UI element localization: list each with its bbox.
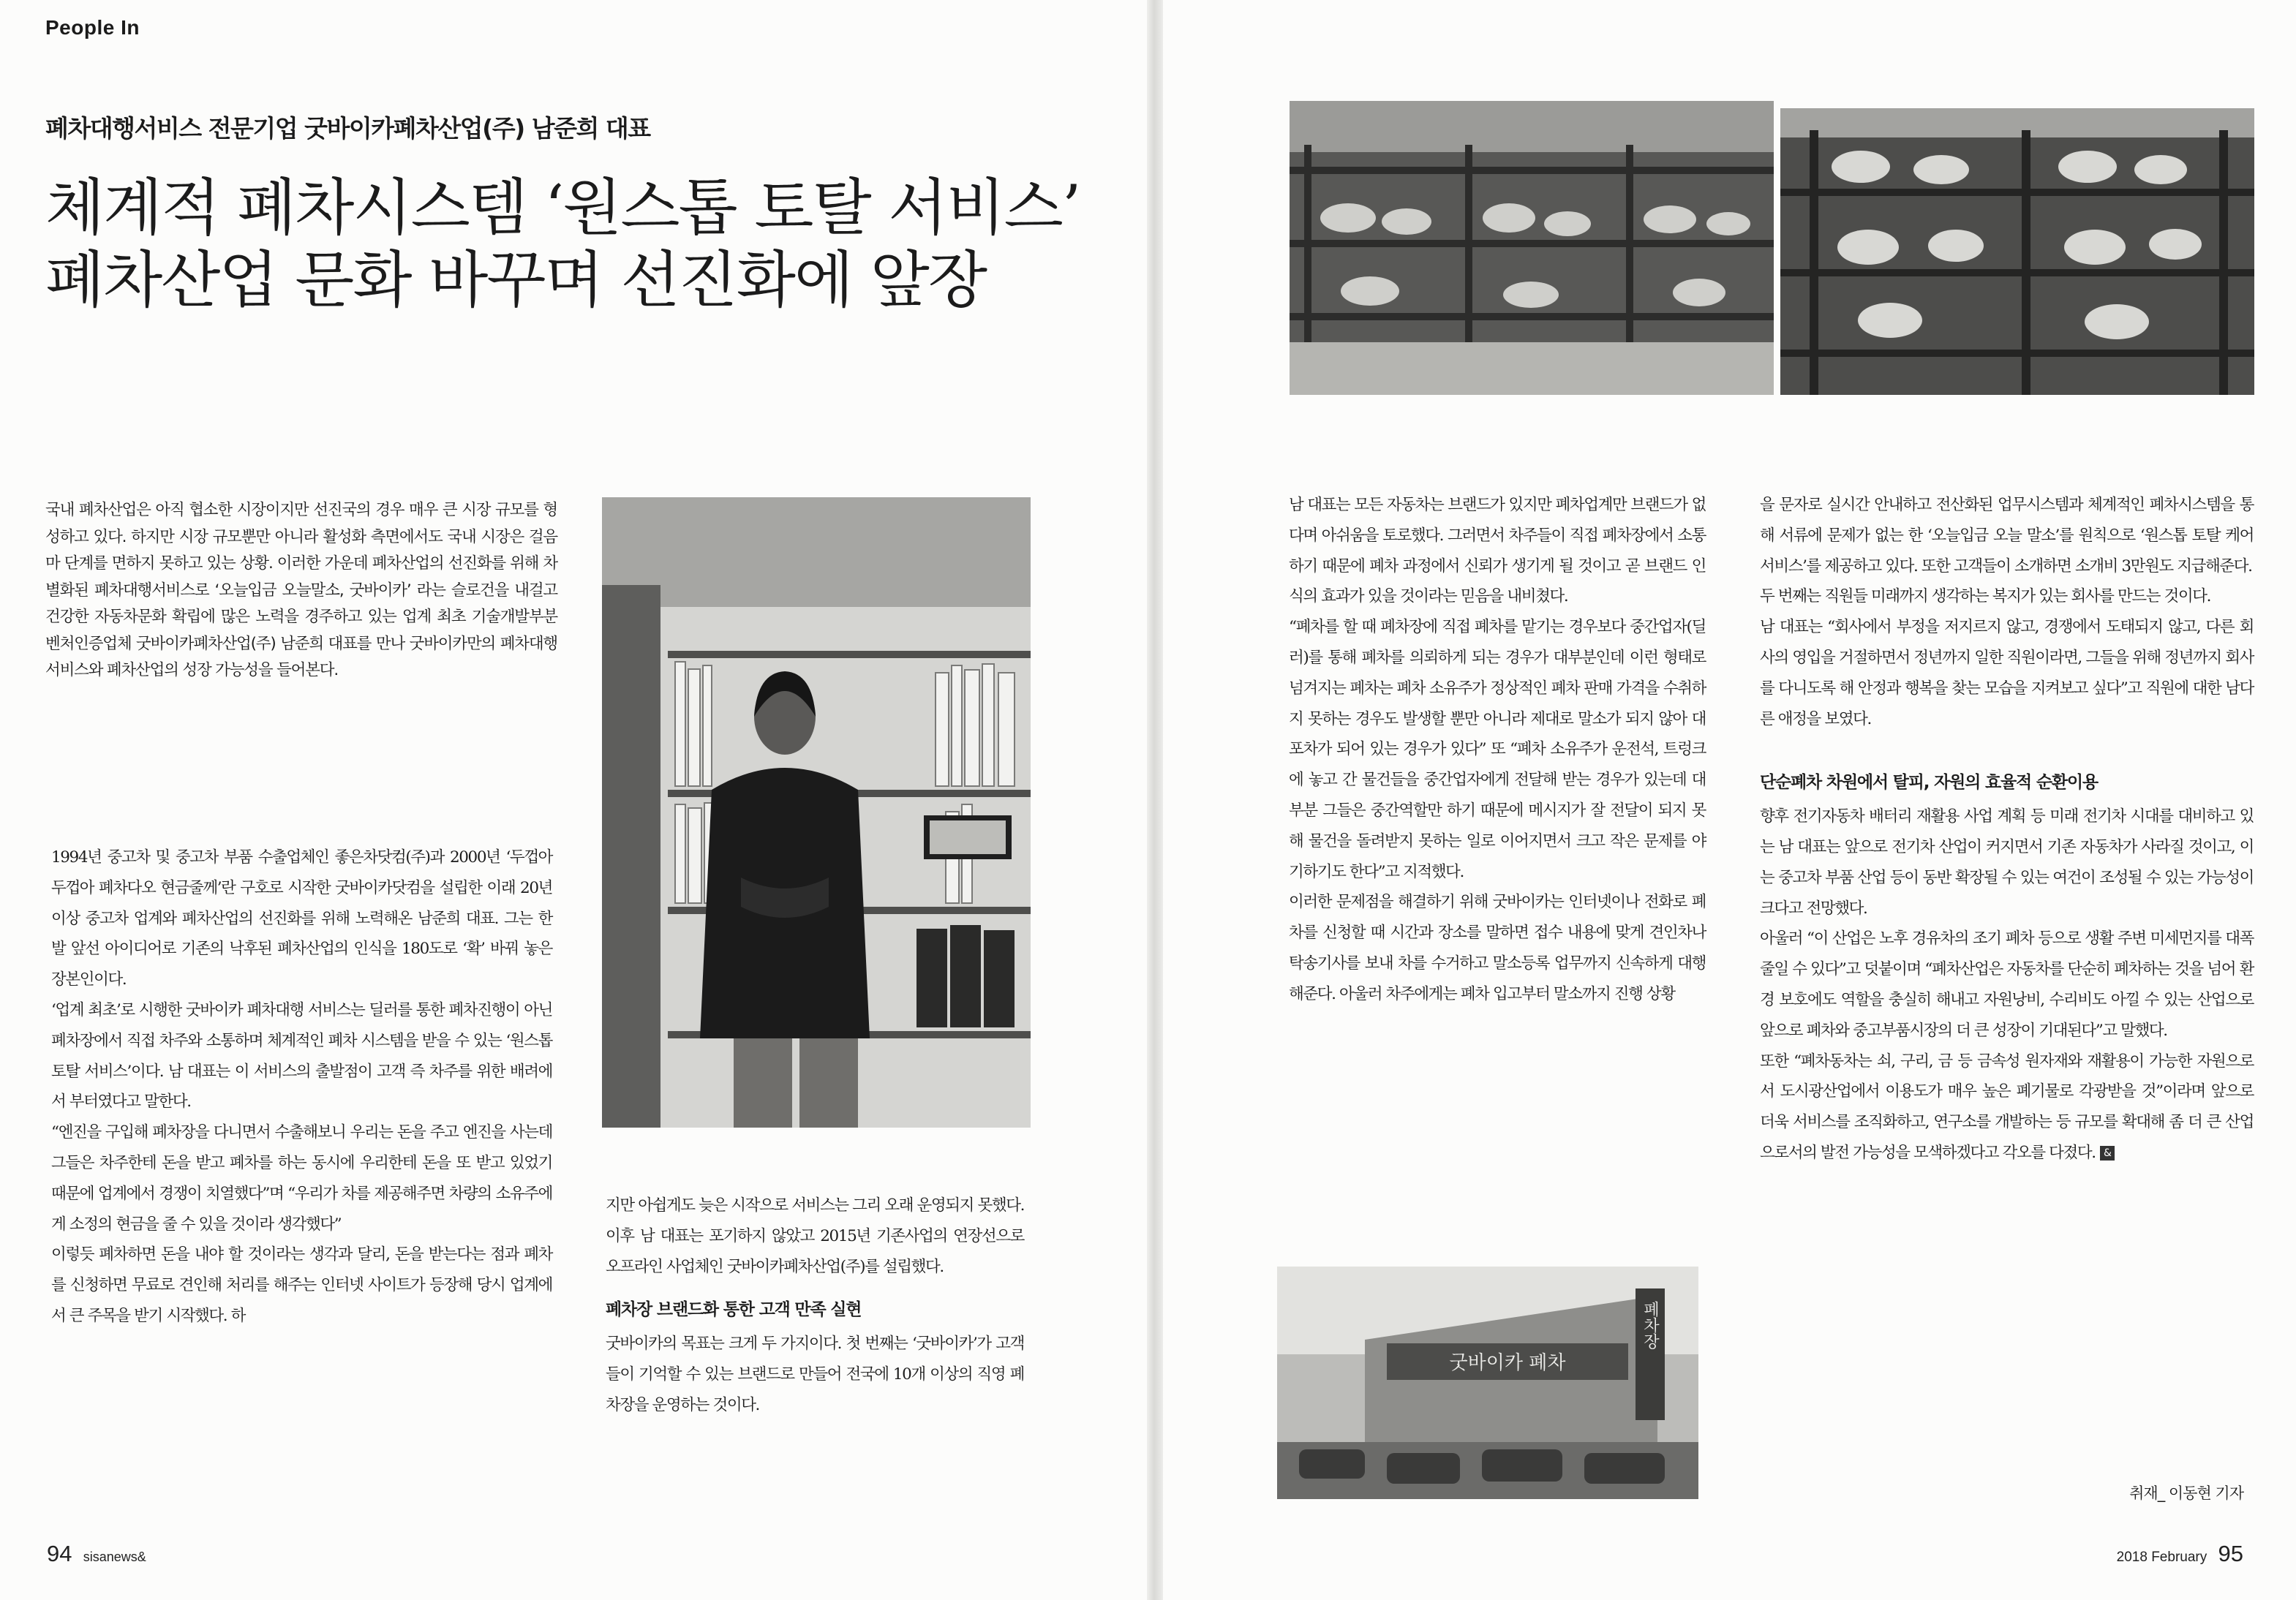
column-left-1 xyxy=(51,842,552,1332)
body-paragraph: 이렇듯 폐차하면 돈을 내야 할 것이라는 생각과 달리, 돈을 받는다는 점과 폐차를 신청하면 무료로 견인해 처리를 해주는 인터넷 사이트가 등장해 당시 업계에서 큰 주목을 받기 시작했다. 하 xyxy=(51,1245,552,1325)
body-paragraph: ‘업계 최초’로 시행한 굿바이카 폐차대행 서비스는 딜러를 통한 폐차진행이 아닌 폐차장에서 직접 차주와 소통하며 체계적인 폐차 시스템을 받을 수 있는 ‘원스톱 토탈 서비스’이다. 남 대표는 이 서비스의 출발점이 고객 즉 차주를 위한 배려에서 부터였다고 말한다. xyxy=(51,1000,552,1112)
body-paragraph: “폐차를 할 때 폐차장에 직접 폐차를 맡기는 경우보다 중간업자(딜러)를 통해 폐차를 의뢰하게 되는 경우가 대부분인데 이런 형태로 넘겨지는 폐차는 폐차 소유주가 정상적인 폐차 판매 가격을 수취하지 못하는 경우도 발생할 뿐만 아니라 제대로 말소가 되지 않아 대포차가 되어 있는 경우가 있다” 또 “폐차 소유주가 운전석, 트렁크에 놓고 간 물건들을 중간업자에게 전달해 받는 경우가 있는데 대부분 그들은 중간역할만 하기 때문에 메시지가 잘 전달이 되지 못해 물건을 돌려받지 못하는 일로 이어지면서 크고 작은 문제를 야기하기도 한다”고 지적했다. xyxy=(1289,618,1706,881)
body-paragraph: 남 대표는 “회사에서 부정을 저지르지 않고, 경쟁에서 도태되지 않고, 다른 회사의 영입을 거절하면서 정년까지 일한 직원이라면, 그들을 위해 정년까지 회사를 다니도록 해 안정과 행복을 찾는 모습을 지켜보고 싶다”고 직원에 대한 남다른 애정을 보였다. xyxy=(1760,618,2254,728)
page-number: 95 xyxy=(2218,1541,2243,1566)
building-vertical-sign: 폐차장 xyxy=(1641,1301,1660,1349)
body-paragraph: 남 대표는 모든 자동차는 브랜드가 있지만 폐차업계만 브랜드가 없다며 아쉬움을 토로했다. 그러면서 차주들이 직접 폐차장에서 소통하기 때문에 폐차 과정에서 신뢰가 생기게 될 것이고 곧 브랜드 인식의 효과가 있을 것이라는 믿음을 내비쳤다. xyxy=(1289,496,1706,606)
headline-line-1: 체계적 폐차시스템 ‘원스톱 토탈 서비스’ xyxy=(45,172,1080,244)
scrapyard-building-illustration xyxy=(1277,1267,1698,1499)
portrait-photo xyxy=(602,497,1031,1128)
portrait-illustration xyxy=(602,497,1031,1128)
shelf-photo-left xyxy=(1290,101,1774,395)
folio-right xyxy=(2117,1541,2243,1567)
folio-left xyxy=(47,1541,146,1567)
body-paragraph: 이러한 문제점을 해결하기 위해 굿바이카는 인터넷이나 전화로 폐차를 신청할 때 시간과 장소를 말하면 접수 내용에 맞게 견인차나 탁송기사를 보내 차를 수거하고 말소등록 업무까지 신속하게 대행해준다. 아울러 차주에게는 폐차 입고부터 말소까지 진행 상황 xyxy=(1289,893,1706,1003)
binding-gutter xyxy=(1147,0,1163,1600)
column-right-2 xyxy=(1760,490,2254,1169)
building-photo xyxy=(1277,1267,1698,1499)
byline: 취재_ 이동현 기자 xyxy=(2129,1484,2243,1502)
body-paragraph: 향후 전기자동차 배터리 재활용 사업 계획 등 미래 전기차 시대를 대비하고 있는 남 대표는 앞으로 전기차 산업이 커지면서 기존 자동차가 사라질 것이고, 이는 중고차 부품 산업 등이 동반 확장될 수 있는 여건이 조성될 수 있는 가능성이 크다고 전망했다. xyxy=(1760,807,2254,918)
body-paragraph: 지만 아쉽게도 늦은 시작으로 서비스는 그리 오래 운영되지 못했다. 이후 남 대표는 포기하지 않았고 2015년 기존사업의 연장선으로 오프라인 사업체인 굿바이카폐차산업(주)를 설립했다. xyxy=(606,1196,1024,1276)
shelf-photo-right xyxy=(1780,108,2254,395)
section-tag: People In xyxy=(45,16,140,39)
end-mark-icon: & xyxy=(2100,1146,2115,1161)
headline-line-2: 폐차산업 문화 바꾸며 선진화에 앞장 xyxy=(45,244,986,317)
left-page xyxy=(0,0,1147,1600)
building-sign-text: 굿바이카 폐차 xyxy=(1449,1352,1566,1374)
magazine-name: sisanews& xyxy=(83,1550,146,1564)
body-paragraph: “엔진을 구입해 폐차장을 다니면서 수출해보니 우리는 돈을 주고 엔진을 사는데 그들은 차주한테 돈을 받고 폐차를 하는 동시에 우리한테 돈을 또 받고 있었기 때문에 업계에서 경쟁이 치열했다”며 “우리가 차를 제공해주면 차량의 소유주에게 소정의 현금을 줄 수 있을 것이라 생각했다” xyxy=(51,1123,552,1234)
column-right-1 xyxy=(1289,490,1706,1010)
body-paragraph: 1994년 중고차 및 중고차 부품 수출업체인 좋은차닷컴(주)과 2000년 ‘두껍아 두껍아 폐차다오 현금줄께’란 구호로 시작한 굿바이카닷컴을 설립한 이래 20년 이상 중고차 업계와 폐차산업의 선진화를 위해 노력해온 남준희 대표. 그는 한 발 앞선 아이디어로 기존의 낙후된 폐차산업의 인식을 180도로 ‘확’ 바꿔 놓은 장본인이다. xyxy=(51,848,552,989)
body-paragraph xyxy=(1760,1046,2254,1169)
article-kicker: 폐차대행서비스 전문기업 굿바이카폐차산업(주) 남준희 대표 xyxy=(45,114,650,143)
lead-paragraph: 국내 폐차산업은 아직 협소한 시장이지만 선진국의 경우 매우 큰 시장 규모를 형성하고 있다. 하지만 시장 규모뿐만 아니라 활성화 측면에서도 국내 시장은 걸음마 단계를 면하지 못하고 있는 상황. 이러한 가운데 폐차산업의 선진화를 위해 차별화된 폐차대행서비스로 ‘오늘입금 오늘말소, 굿바이카’ 라는 슬로건을 내걸고 건강한 자동차문화 확립에 많은 노력을 경주하고 있는 업계 최초 기술개발부분 벤처인증업체 굿바이카폐차산업(주) 남준희 대표를 만나 굿바이카만의 폐차대행 서비스와 폐차산업의 성장 가능성을 들어본다. xyxy=(45,501,557,679)
headlamp-shelf-illustration xyxy=(1780,108,2254,395)
body-paragraph: 굿바이카의 목표는 크게 두 가지이다. 첫 번째는 ‘굿바이카’가 고객들이 기억할 수 있는 브랜드로 만들어 전국에 10개 이상의 직영 폐차장을 운영하는 것이다. xyxy=(606,1335,1024,1414)
subheading: 단순폐차 차원에서 탈피, 자원의 효율적 순환이용 xyxy=(1760,773,2098,793)
subheading: 폐차장 브랜드화 통한 고객 만족 실현 xyxy=(606,1300,862,1320)
column-left-2 xyxy=(606,1190,1024,1421)
body-paragraph: 두 번째는 직원들 미래까지 생각하는 복지가 있는 회사를 만드는 것이다. xyxy=(1760,587,2211,606)
body-paragraph: 아울러 “이 산업은 노후 경유차의 조기 폐차 등으로 생활 주변 미세먼지를 대폭 줄일 수 있다”고 덧붙이며 “폐차산업은 자동차를 단순히 폐차하는 것을 넘어 환경 보호에도 역할을 충실히 해내고 자원낭비, 수리비도 아낄 수 있는 산업으로 앞으로 폐차와 중고부품시장의 더 큰 성장이 기대된다”고 말했다. xyxy=(1760,929,2254,1040)
issue-date: 2018 February xyxy=(2116,1550,2207,1565)
body-text: 또한 “폐차동차는 쇠, 구리, 금 등 금속성 원자재와 재활용이 가능한 자원으로서 도시광산업에서 이용도가 매우 높은 폐기물로 각광받을 것”이라며 앞으로 더욱 서비스를 조직화하고, 연구소를 개발하는 등 규모를 확대해 좀 더 큰 산업으로서의 발전 가능성을 모색하겠다고 각오를 다졌다. xyxy=(1760,1052,2254,1162)
parts-shelf-illustration xyxy=(1290,101,1774,395)
article-headline xyxy=(45,172,1099,317)
body-paragraph: 을 문자로 실시간 안내하고 전산화된 업무시스템과 체계적인 폐차시스템을 통해 서류에 문제가 없는 한 ‘오늘입금 오늘 말소’를 원칙으로 ‘원스톱 토탈 케어 서비스’를 제공하고 있다. 또한 고객들이 소개하면 소개비 3만원도 지급해준다. xyxy=(1760,496,2254,576)
page-number: 94 xyxy=(47,1541,72,1566)
